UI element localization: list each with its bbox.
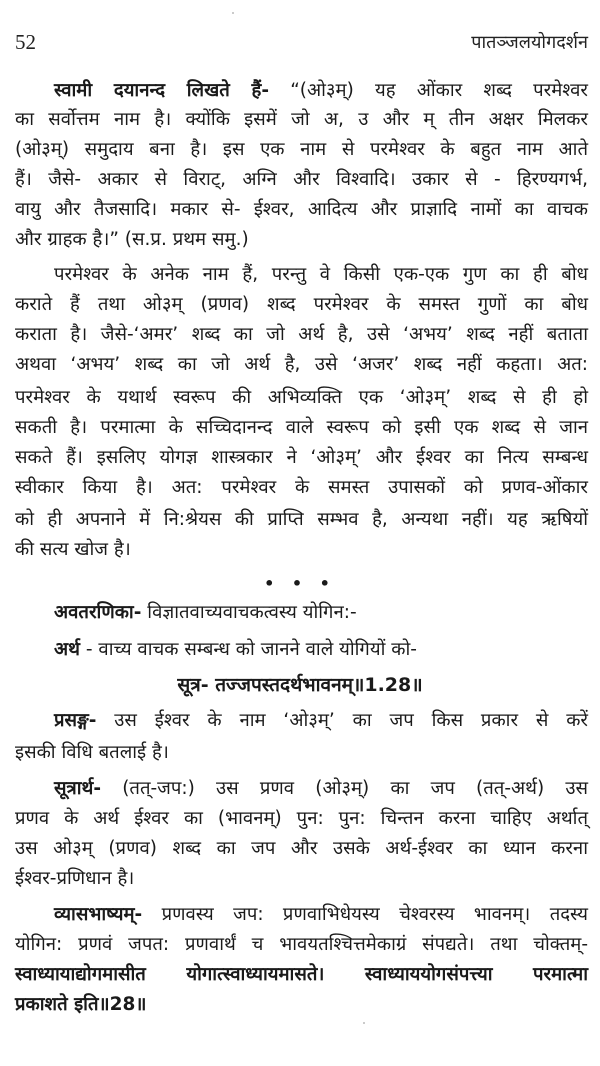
text-line: व्यासभाष्यम्- प्रणवस्य जप: प्रणवाभिधेयस्य चेश्वरस्य भावनम्। तदस्य	[54, 904, 588, 925]
text-line: का सर्वोत्तम नाम है। क्योंकि इसमें जो अ, उ और म् तीन अक्षर मिलकर	[15, 109, 588, 130]
running-title: पातञ्जलयोगदर्शन	[471, 32, 588, 53]
text-line: कराते हैं तथा ओ३म् (प्रणव) शब्द परमेश्वर के समस्त गुणों का बोध	[15, 294, 588, 315]
text-line: उस ओ३म् (प्रणव) शब्द का जप और उसके अर्थ-ईश्वर का ध्यान करना	[15, 838, 588, 859]
text-line: सकती है। परमात्मा के सच्चिदानन्द वाले स्वरूप को इसी एक शब्द से जान	[15, 417, 588, 438]
sutrartha-label: सूत्रार्थ-	[54, 778, 102, 799]
text-line: सकते हैं। इसलिए योगज्ञ शास्त्रकार ने ‘ओ३म्’ और ईश्वर का नित्य सम्बन्ध	[15, 447, 588, 468]
text-line: अथवा ‘अभय’ शब्द का जो अर्थ है, उसे ‘अजर’ शब्द नहीं कहता। अत:	[15, 354, 588, 375]
text-line: प्रणव के अर्थ ईश्वर का (भावनम्) पुन: पुन: चिन्तन करना चाहिए अर्थात्	[15, 808, 588, 829]
prasang-label: प्रसङ्ग-	[54, 710, 97, 731]
text-line: सूत्रार्थ- (तत्-जप:) उस प्रणव (ओ३म्) का जप (तत्-अर्थ) उस	[54, 778, 588, 799]
avataranika-label: अवतरणिका-	[54, 602, 142, 623]
text-line: कराता है। जैसे-‘अमर’ शब्द का जो अर्थ है, उसे ‘अभय’ शब्द नहीं बताता	[15, 324, 588, 345]
text-line: इसकी विधि बतलाई है।	[15, 742, 169, 763]
artha-line: अर्थ - वाच्य वाचक सम्बन्ध को जानने वाले योगियों को-	[54, 639, 417, 660]
section-separator: • • •	[264, 574, 336, 593]
text-line: हैं। जैसे- अकार से विराट्, अग्नि और विश्वादि। उकार से - हिरण्यगर्भ,	[15, 169, 588, 190]
text-line: वायु और तैजसादि। मकार से- ईश्वर, आदित्य और प्राज्ञादि नामों का वाचक	[15, 199, 588, 220]
text-line: योगिन: प्रणवं जपत: प्रणवार्थं च भावयतश्चित्तमेकाग्रं संपद्यते। तथा चोक्तम्-	[15, 934, 588, 955]
scan-speck	[363, 1022, 365, 1024]
text-line: को ही अपनाने में नि:श्रेयस की प्राप्ति सम्भव है, अन्यथा नहीं। यह ऋषियों	[15, 509, 588, 530]
sutra-heading: सूत्र- तज्जपस्तदर्थभावनम्॥1.28॥	[177, 674, 423, 696]
scan-speck	[232, 12, 234, 14]
lead-phrase: स्वामी दयानन्द लिखते हैं-	[54, 80, 270, 101]
text-line: की सत्य खोज है।	[15, 539, 131, 560]
vyasabhashya-label: व्यासभाष्यम्-	[54, 904, 143, 925]
text-line: स्वाध्यायाद्योगमासीत योगात्स्वाध्यायमासते। स्वाध्याययोगसंपत्त्या परमात्मा	[15, 964, 588, 985]
text-line: प्रकाशते इति॥28॥	[15, 994, 147, 1015]
page-header	[15, 30, 588, 58]
text-line: स्वीकार किया है। अत: परमेश्वर के समस्त उपासकों को प्रणव-ओंकार	[15, 477, 588, 498]
text-line: (ओ३म्) समुदाय बना है। इस एक नाम से परमेश्वर के बहुत नाम आते	[15, 139, 588, 160]
text-line: परमेश्वर के यथार्थ स्वरूप की अभिव्यक्ति एक ‘ओ३म्’ शब्द से ही हो	[15, 387, 588, 408]
text-line: परमेश्वर के अनेक नाम हैं, परन्तु वे किसी एक-एक गुण का ही बोध	[54, 264, 588, 285]
text-line: ईश्वर-प्रणिधान है।	[15, 868, 135, 889]
avataranika-line: अवतरणिका- विज्ञातवाच्यवाचकत्वस्य योगिन:-	[54, 602, 357, 623]
text-line: स्वामी दयानन्द लिखते हैं- “(ओ३म्) यह ओंकार शब्द परमेश्वर	[54, 80, 588, 101]
artha-label: अर्थ	[54, 639, 80, 660]
page-number: 52	[15, 30, 36, 54]
text-line: और ग्राहक है।” (स.प्र. प्रथम समु.)	[15, 229, 249, 250]
text-line: प्रसङ्ग- उस ईश्वर के नाम ‘ओ३म्’ का जप किस प्रकार से करें	[54, 710, 588, 731]
